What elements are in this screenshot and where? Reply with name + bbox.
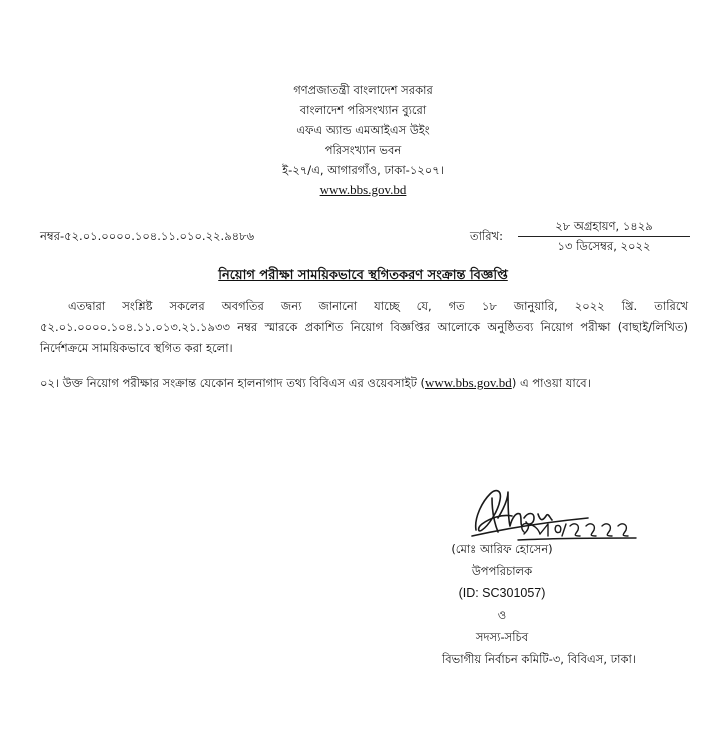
signature-block xyxy=(372,538,636,670)
signatory-role: সদস্য-সচিব xyxy=(475,630,529,644)
date-label: তারিখ: xyxy=(470,229,504,243)
signatory-designation: উপপরিচালক xyxy=(471,564,533,578)
letterhead-line-government: গণপ্রজাতন্ত্রী বাংলাদেশ সরকার xyxy=(293,83,433,97)
letterhead-line-wing: এফএ অ্যান্ড এমআইএস উইং xyxy=(296,123,430,137)
signatory-committee: বিভাগীয় নির্বাচন কমিটি-৩, বিবিএস, ঢাকা। xyxy=(441,652,636,666)
notice-title-text: নিয়োগ পরীক্ষা সাময়িকভাবে স্থগিতকরণ সংক্রান্ত বিজ্ঞপ্তি xyxy=(218,268,508,283)
date-divider xyxy=(518,236,690,237)
paragraph-2-website-link[interactable]: www.bbs.gov.bd xyxy=(425,375,512,390)
letterhead-line-address: ই-২৭/এ, আগারগাঁও, ঢাকা-১২০৭। xyxy=(282,163,444,177)
paragraph-2-text-after: ) এ পাওয়া যাবে। xyxy=(511,376,591,390)
signatory-id: (ID: SC301057) xyxy=(458,586,546,600)
signatory-name: (মোঃ আরিফ হোসেন) xyxy=(451,542,553,556)
signatory-conjunction: ও xyxy=(497,608,507,622)
letterhead-website-link[interactable]: www.bbs.gov.bd xyxy=(319,182,407,197)
notice-paragraph-2 xyxy=(40,372,688,394)
notice-title xyxy=(0,266,726,287)
paragraph-2-text-before: ০২। উক্ত নিয়োগ পরীক্ষার সংক্রান্ত যেকোন হালনাগাদ তথ্য বিবিএস এর ওয়েবসাইট ( xyxy=(40,376,426,390)
date-gregorian-calendar: ১৩ ডিসেম্বর, ২০২২ xyxy=(557,239,651,253)
date-bangla-calendar: ২৮ অগ্রহায়ণ, ১৪২৯ xyxy=(555,219,653,233)
letterhead xyxy=(0,80,726,200)
letterhead-line-building: পরিসংখ্যান ভবন xyxy=(324,143,402,157)
letterhead-line-bureau: বাংলাদেশ পরিসংখ্যান ব্যুরো xyxy=(299,103,427,117)
memo-number: নম্বর-৫২.০১.০০০০.১০৪.১১.০১০.২২.৯৪৮৬ xyxy=(40,229,255,243)
notice-paragraph-1: এতদ্বারা সংশ্লিষ্ট সকলের অবগতির জন্য জানানো যাচ্ছে যে, গত ১৮ জানুয়ারি, ২০২২ খ্রি. তারিখে ৫২.০১.০০০০.১০৪.১১.০১৩.২১.১৯৩৩ নম্বর স্মারকে প্রকাশিত নিয়োগ বিজ্ঞপ্তির আলোকে অনুষ্ঠিতব্য নিয়োগ পরীক্ষা (বাছাই/লিখিত) নির্দেশক্রমে সাময়িকভাবে স্থগিত করা হলো। xyxy=(40,299,688,355)
